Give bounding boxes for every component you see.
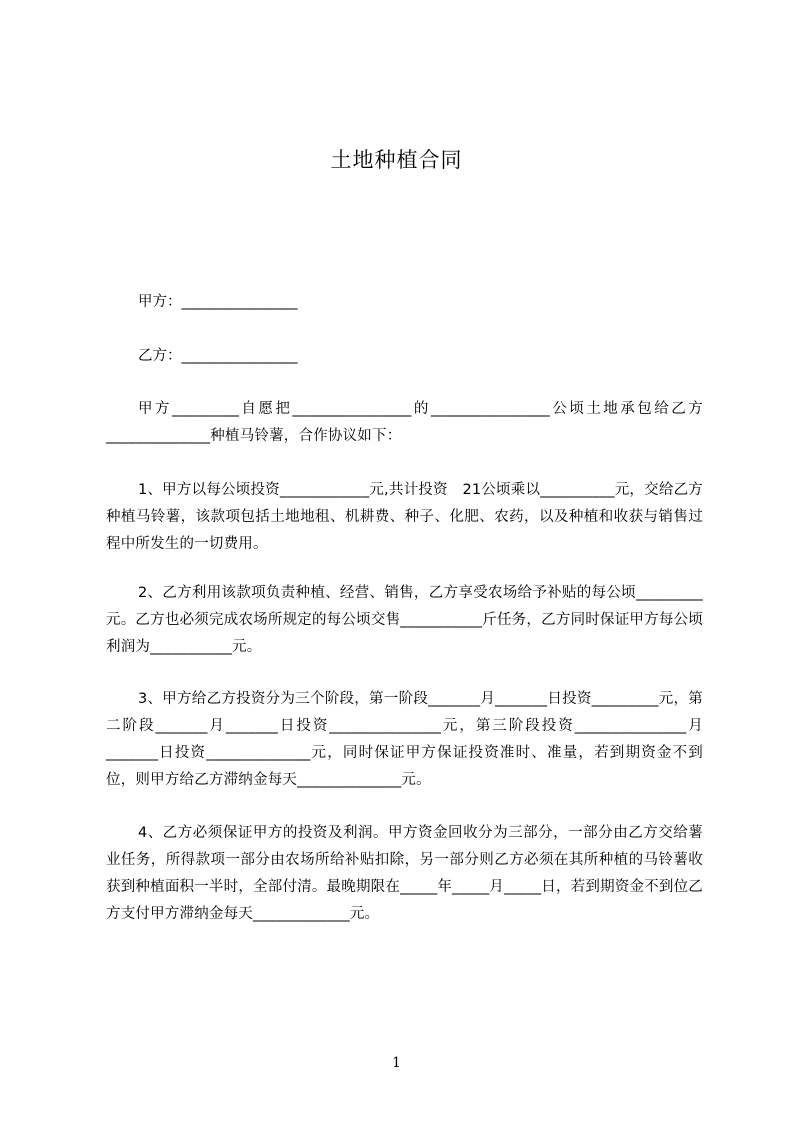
party-a-line: 甲方：________________ (138, 294, 298, 310)
clause-4: 4、乙方必须保证甲方的投资及利润。甲方资金回收分为三部分，一部分由乙方交给薯业任务，所得款项一部分由农场所给补贴扣除，另一部分则乙方必须在其所种植的马铃薯收获到种植面积一半时，全部付清。最晚期限在_____年_____月_____日，若到期资金不到位乙方支付甲方滞纳金每天_____________元。 (106, 825, 703, 922)
intro-paragraph: 甲方_________自愿把________________的________________公顷土地承包给乙方______________种植马铃薯，合作协议如下： (106, 401, 703, 444)
clause-3: 3、甲方给乙方投资分为三个阶段，第一阶段_______月_______日投资_________元，第二阶段_______月_______日投资_______________元，第三阶段投资_______________月_______日投资______________元，同时保证甲方保证投资准时、准量，若到期资金不到位，则甲方给乙方滞纳金每天______________元。 (106, 691, 703, 788)
party-b-line: 乙方：________________ (138, 348, 298, 364)
document-title: 土地种植合同 (330, 148, 463, 172)
clause-2: 2、乙方利用该款项负责种植、经营、销售，乙方享受农场给予补贴的每公顷_________元。乙方也必须完成农场所规定的每公顷交售___________斤任务，乙方同时保证甲方每公顷利润为___________元。 (106, 585, 703, 655)
clause-1: 1、甲方以每公顷投资____________元,共计投资 21公顷乘以__________元，交给乙方种植马铃薯，该款项包括土地地租、机耕费、种子、化肥、农药，以及种植和收获与销售过程中所发生的一切费用。 (106, 482, 703, 552)
page-number: 1 (392, 1055, 401, 1071)
